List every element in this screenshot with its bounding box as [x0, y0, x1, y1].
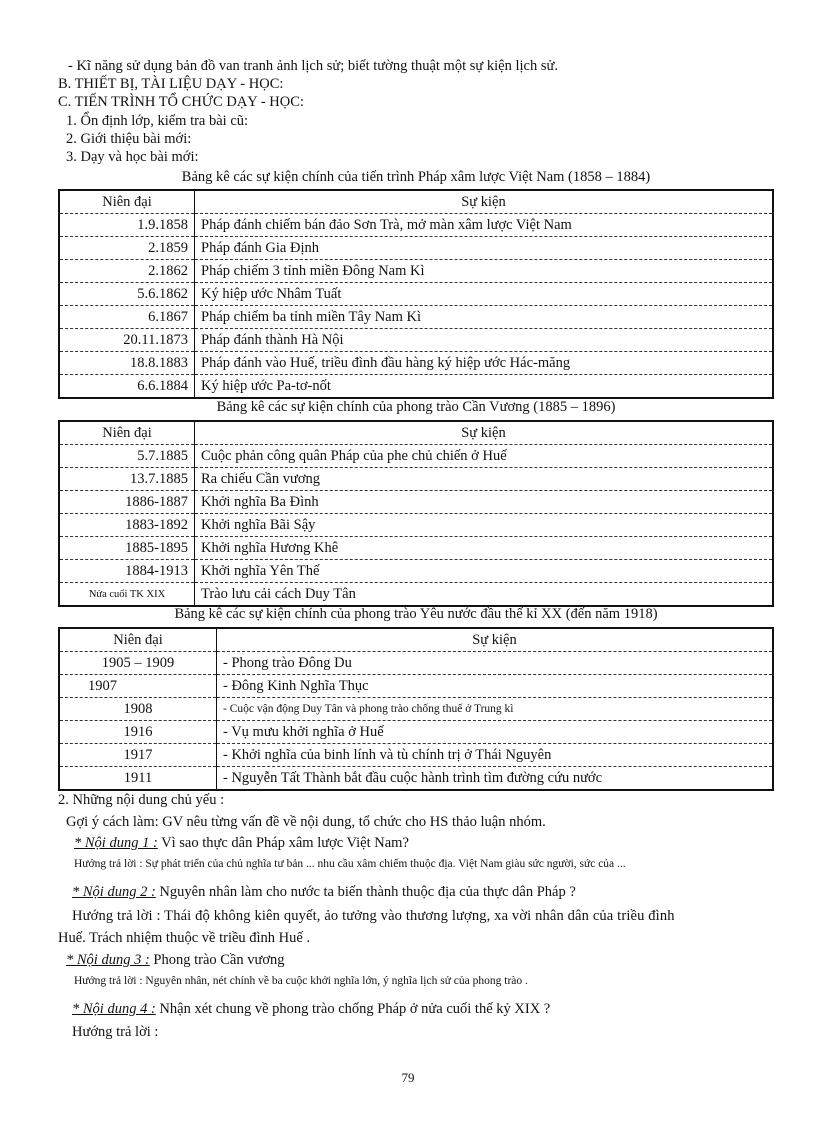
table1-event: Pháp đánh thành Hà Nội — [195, 329, 774, 352]
table2-date: 5.7.1885 — [59, 445, 195, 468]
question-4 — [72, 1001, 550, 1018]
table1-date: 18.8.1883 — [59, 352, 195, 375]
table-row — [59, 491, 773, 514]
section-b-heading: B. THIẾT BỊ, TÀI LIỆU DẠY - HỌC: — [58, 76, 284, 92]
section-c-heading: C. TIẾN TRÌNH TỔ CHỨC DẠY - HỌC: — [58, 94, 304, 110]
question-3-label: * Nội dung 3 : — [66, 952, 150, 968]
table2-date: Nửa cuối TK XIX — [59, 583, 195, 607]
table-row — [59, 237, 773, 260]
table1-event: Ký hiệp ước Nhâm Tuất — [195, 283, 774, 306]
table2-date: 1884-1913 — [59, 560, 195, 583]
table1-event: Pháp đánh chiếm bán đảo Sơn Trà, mở màn xâm lược Việt Nam — [195, 214, 774, 237]
table-row — [59, 214, 773, 237]
table-row — [59, 675, 773, 698]
table2-header-row — [59, 421, 773, 445]
table2-event: Trào lưu cải cách Duy Tân — [201, 585, 356, 602]
table3-event: - Phong trào Đông Du — [217, 652, 774, 675]
table-row — [59, 560, 773, 583]
table2-caption: Bảng kê các sự kiện chính của phong trào Cần Vương (1885 – 1896) — [216, 399, 616, 415]
table2-header-event: Sự kiện — [195, 421, 774, 445]
suggestion-text: Gợi ý cách làm: GV nêu từng vấn đề về nội dung, tổ chức cho HS thảo luận nhóm. — [66, 814, 546, 830]
table2-event: Ra chiếu Cần vương — [195, 468, 774, 491]
table2 — [58, 420, 774, 607]
table1-event: Ký hiệp ước Pa-tơ-nốt — [201, 377, 331, 394]
table3-header-date: Niên đại — [59, 628, 217, 652]
table1-date: 20.11.1873 — [59, 329, 195, 352]
table2-date: 1883-1892 — [59, 514, 195, 537]
table-row — [59, 698, 773, 721]
answer-4: Hướng trả lời : — [72, 1024, 159, 1040]
table1-event: Pháp đánh Gia Định — [195, 237, 774, 260]
table2-date: 1886-1887 — [59, 491, 195, 514]
table-row — [59, 744, 773, 767]
question-1 — [74, 835, 409, 852]
table2-event: Khởi nghĩa Bãi Sậy — [195, 514, 774, 537]
step-3: 3. Dạy và học bài mới: — [66, 149, 199, 165]
question-3 — [66, 952, 285, 969]
table1-header-event: Sự kiện — [195, 190, 774, 214]
table-row — [59, 767, 773, 791]
table3-date: 1916 — [59, 721, 217, 744]
table2-event: Cuộc phản công quân Pháp của phe chủ chiến ở Huế — [195, 445, 774, 468]
table1-event: Pháp chiếm 3 tỉnh miền Đông Nam Kì — [195, 260, 774, 283]
table-row — [59, 652, 773, 675]
table1-date: 2.1862 — [59, 260, 195, 283]
table-row — [59, 537, 773, 560]
step-1: 1. Ổn định lớp, kiểm tra bài cũ: — [66, 113, 249, 129]
table-row — [59, 375, 773, 399]
table1-date: 6.1867 — [59, 306, 195, 329]
table3-date: 1905 – 1909 — [59, 652, 217, 675]
table3-date: 1911 — [59, 767, 217, 791]
table3 — [58, 627, 774, 791]
answer-2-line-2: Huế. Trách nhiệm thuộc về triều đình Huế . — [58, 930, 311, 946]
step-2: 2. Giới thiệu bài mới: — [66, 131, 192, 147]
table2-event: Khởi nghĩa Ba Đình — [195, 491, 774, 514]
table1 — [58, 189, 774, 399]
table1-date: 6.6.1884 — [59, 375, 195, 399]
table1-event: Pháp đánh vào Huế, triều đình đầu hàng ký hiệp ước Hác-măng — [195, 352, 774, 375]
table-row — [59, 721, 773, 744]
table3-event: - Cuộc vận động Duy Tân và phong trào chống thuế ở Trung kì — [217, 698, 774, 721]
table-row — [59, 306, 773, 329]
answer-3: Hướng trả lời : Nguyên nhân, nét chính về ba cuộc khởi nghĩa lớn, ý nghĩa lịch sử của phong trào . — [74, 975, 528, 987]
question-2 — [72, 884, 576, 901]
table1-date: 5.6.1862 — [59, 283, 195, 306]
question-2-text: Nguyên nhân làm cho nước ta biến thành thuộc địa của thực dân Pháp ? — [155, 884, 576, 900]
table-row — [59, 329, 773, 352]
table1-event: Pháp chiếm ba tỉnh miền Tây Nam Kì — [195, 306, 774, 329]
table2-event: Khởi nghĩa Hương Khê — [195, 537, 774, 560]
question-3-text: Phong trào Cần vương — [149, 952, 285, 968]
table3-caption: Bảng kê các sự kiện chính của phong trào Yêu nước đầu thế kỉ XX (đến năm 1918) — [174, 606, 658, 622]
table3-header-row — [59, 628, 773, 652]
table-row — [59, 468, 773, 491]
answer-1: Hướng trả lời : Sự phát triển của chủ nghĩa tư bản ... nhu cầu xâm chiếm thuộc địa. Việt Nam giàu sức người, sức của ... — [74, 858, 626, 870]
skill-line: - Kĩ năng sử dụng bản đồ van tranh ảnh lịch sử; biết tường thuật một sự kiện lịch sử. — [68, 58, 558, 74]
table1-caption: Bảng kê các sự kiện chính của tiến trình Pháp xâm lược Việt Nam (1858 – 1884) — [181, 169, 651, 185]
table-row — [59, 514, 773, 537]
table3-header-event: Sự kiện — [217, 628, 774, 652]
table1-header-row — [59, 190, 773, 214]
question-1-label: * Nội dung 1 : — [74, 835, 158, 851]
table1-header-date: Niên đại — [59, 190, 195, 214]
table-row — [59, 352, 773, 375]
table-row — [59, 260, 773, 283]
table2-date: 13.7.1885 — [59, 468, 195, 491]
table2-header-date: Niên đại — [59, 421, 195, 445]
table1-date: 1.9.1858 — [59, 214, 195, 237]
question-4-label: * Nội dung 4 : — [72, 1001, 156, 1017]
table-row — [59, 583, 773, 607]
table3-event: - Khởi nghĩa của binh lính và tù chính trị ở Thái Nguyên — [217, 744, 774, 767]
question-1-text: Vì sao thực dân Pháp xâm lược Việt Nam? — [157, 835, 409, 851]
table-row — [59, 445, 773, 468]
table3-date: 1917 — [59, 744, 217, 767]
table2-event: Khởi nghĩa Yên Thế — [195, 560, 774, 583]
table3-date: 1907 — [59, 675, 217, 698]
table3-event: - Nguyễn Tất Thành bắt đầu cuộc hành trình tìm đường cứu nước — [223, 769, 603, 786]
table3-date: 1908 — [59, 698, 217, 721]
table2-date: 1885-1895 — [59, 537, 195, 560]
table3-event: - Đông Kinh Nghĩa Thục — [217, 675, 774, 698]
table-row — [59, 283, 773, 306]
table1-date: 2.1859 — [59, 237, 195, 260]
page-number: 79 — [401, 1070, 415, 1085]
answer-2-line-1: Hướng trả lời : Thái độ không kiên quyết, ảo tưởng vào thương lượng, xa vời nhân dân của triều đình — [72, 908, 675, 924]
table3-event: - Vụ mưu khởi nghĩa ở Huế — [217, 721, 774, 744]
question-2-label: * Nội dung 2 : — [72, 884, 156, 900]
question-4-text: Nhận xét chung về phong trào chống Pháp ở nửa cuối thế kỷ XIX ? — [155, 1001, 551, 1017]
content-heading: 2. Những nội dung chủ yếu : — [58, 792, 225, 808]
